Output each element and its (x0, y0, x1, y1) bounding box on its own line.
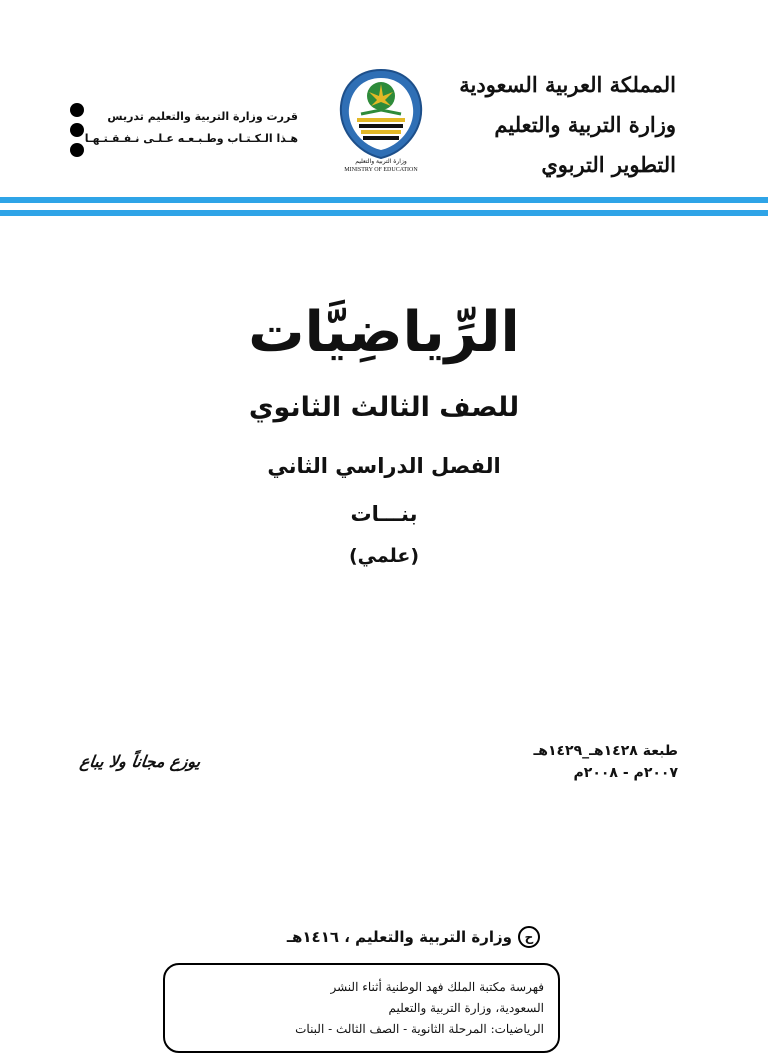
seal-caption-ar: وزارة التربية والتعليم (355, 158, 407, 165)
kingdom-name: المملكة العربية السعودية (459, 72, 676, 97)
bullet-list (70, 103, 86, 163)
book-title: الرِّياضِيَّات (248, 300, 520, 365)
seal-caption (333, 158, 429, 174)
branch-label: (علمي) (348, 545, 420, 567)
copyright-line (287, 926, 540, 948)
seal-caption-en: MINISTRY OF EDUCATION (344, 167, 418, 173)
catalog-box (163, 963, 560, 1053)
catalog-line: السعودية، وزارة التربية والتعليم (388, 1001, 544, 1015)
catalog-line: فهرسة مكتبة الملك فهد الوطنية أثناء النشر (330, 980, 544, 994)
copyright-symbol-icon: ح (518, 926, 540, 948)
copyright-text: وزارة التربية والتعليم ، ١٤١٦هـ (286, 928, 512, 946)
ministry-name: وزارة التربية والتعليم (494, 112, 676, 137)
bullet-dot (70, 143, 84, 157)
track-label: بنـــات (350, 502, 418, 526)
edition-gregorian: ٢٠٠٧م - ٢٠٠٨م (573, 765, 678, 781)
approval-note-line-2: هـذا الـكـتـاب وطـبـعـه عـلـى نـفـقـتـهـا (84, 132, 298, 145)
header-stripe-top (0, 197, 768, 203)
edition-hijri: طبعة ١٤٢٨هـ_١٤٢٩هـ (533, 743, 678, 759)
bullet-dot (70, 123, 84, 137)
edition-info (533, 740, 678, 784)
semester-label: الفصل الدراسي الثاني (267, 454, 501, 478)
grade-subtitle: للصف الثالث الثانوي (248, 392, 520, 423)
bullet-dot (70, 103, 84, 117)
catalog-line: الرياضيات: المرحلة الثانوية - الصف الثالث - البنات (295, 1022, 544, 1036)
department-name: التطوير التربوي (541, 152, 676, 177)
header-stripe-bottom (0, 210, 768, 216)
approval-note-line-1: قررت وزارة التربية والتعليم تدريس (107, 110, 298, 123)
free-distribution-note: يوزع مجاناً ولا يباع (78, 752, 202, 771)
